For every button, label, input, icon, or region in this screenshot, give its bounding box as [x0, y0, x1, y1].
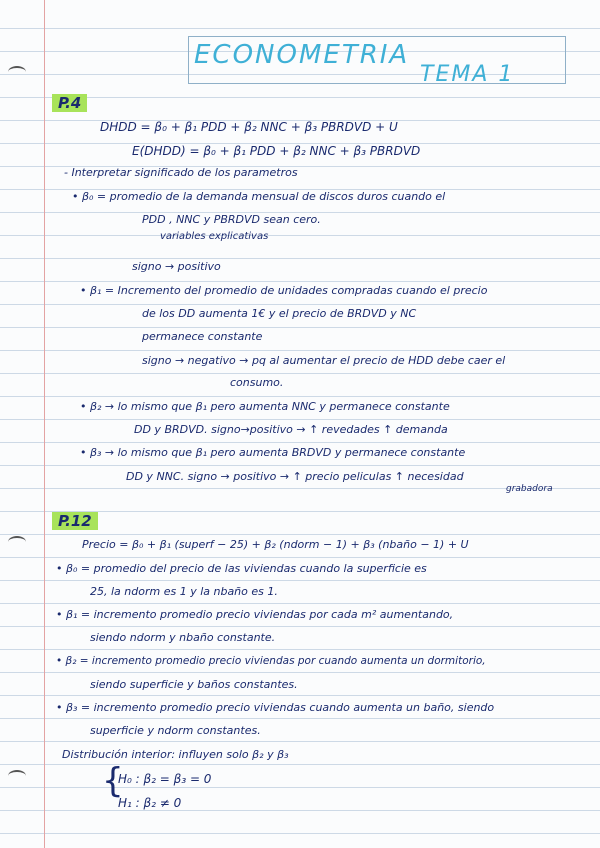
b2-line-1: • β₂ → lo mismo que β₁ pero aumenta NNC y permanece constante	[80, 400, 450, 413]
equation-price: Precio = β₀ + β₁ (superf − 25) + β₂ (ndorm − 1) + β₃ (nbaño − 1) + U	[82, 538, 469, 551]
p12-b2-line-2: siendo superficie y baños constantes.	[90, 678, 298, 691]
b1-line-4: signo → negativo → pq al aumentar el precio de HDD debe caer el	[142, 354, 506, 367]
margin-line	[44, 0, 45, 848]
punch-hole	[8, 66, 26, 78]
null-hypothesis: H₀ : β₂ = β₃ = 0	[118, 772, 212, 786]
equation-expected: E(DHDD) = β₀ + β₁ PDD + β₂ NNC + β₃ PBRDVD	[132, 144, 421, 158]
b1-line-2: de los DD aumenta 1€ y el precio de BRDVD y NC	[142, 307, 417, 320]
hypothesis-brace: {	[102, 761, 124, 801]
punch-hole	[8, 770, 26, 782]
intro-line: - Interpretar significado de los parametros	[64, 166, 298, 179]
topic-label: TEMA 1	[420, 62, 515, 87]
b0-note: variables explicativas	[160, 231, 269, 242]
b1-line-1: • β₁ = Incremento del promedio de unidades compradas cuando el precio	[80, 284, 488, 297]
p12-b0-line-2: 25, la ndorm es 1 y la nbaño es 1.	[90, 585, 278, 598]
b0-line-1: • β₀ = promedio de la demanda mensual de discos duros cuando el	[72, 190, 446, 203]
b2-line-2: DD y BRDVD. signo→positivo → ↑ revedades ↑ demanda	[134, 423, 448, 436]
b1-line-3: permanece constante	[142, 330, 263, 343]
p12-b3-line-2: superficie y ndorm constantes.	[90, 724, 261, 737]
section-label-p4: P.4	[52, 94, 87, 112]
p12-b0-line-1: • β₀ = promedio del precio de las viviendas cuando la superficie es	[56, 562, 427, 575]
b1-line-5: consumo.	[230, 376, 284, 389]
equation-model: DHDD = β₀ + β₁ PDD + β₂ NNC + β₃ PBRDVD + U	[100, 120, 398, 134]
p12-b2-line-1: • β₂ = incremento promedio precio viviendas por cuando aumenta un dormitorio,	[56, 655, 486, 667]
b3-note: grabadora	[506, 484, 553, 494]
b3-line-2: DD y NNC. signo → positivo → ↑ precio peliculas ↑ necesidad	[126, 470, 464, 483]
b3-line-1: • β₃ → lo mismo que β₁ pero aumenta BRDVD y permanece constante	[80, 446, 466, 459]
p12-b3-line-1: • β₃ = incremento promedio precio viviendas cuando aumenta un baño, siendo	[56, 701, 495, 714]
section-label-p12: P.12	[52, 512, 98, 530]
distribution-line: Distribución interior: influyen solo β₂ y β₃	[62, 748, 289, 761]
p12-b1-line-1: • β₁ = incremento promedio precio viviendas por cada m² aumentando,	[56, 608, 454, 621]
p12-b1-line-2: siendo ndorm y nbaño constante.	[90, 631, 276, 644]
b0-line-2: PDD , NNC y PBRDVD sean cero.	[142, 213, 321, 226]
b0-sign: signo → positivo	[132, 260, 221, 273]
punch-hole	[8, 536, 26, 548]
page-title: ECONOMETRIA	[194, 40, 410, 70]
alt-hypothesis: H₁ : β₂ ≠ 0	[118, 796, 182, 810]
